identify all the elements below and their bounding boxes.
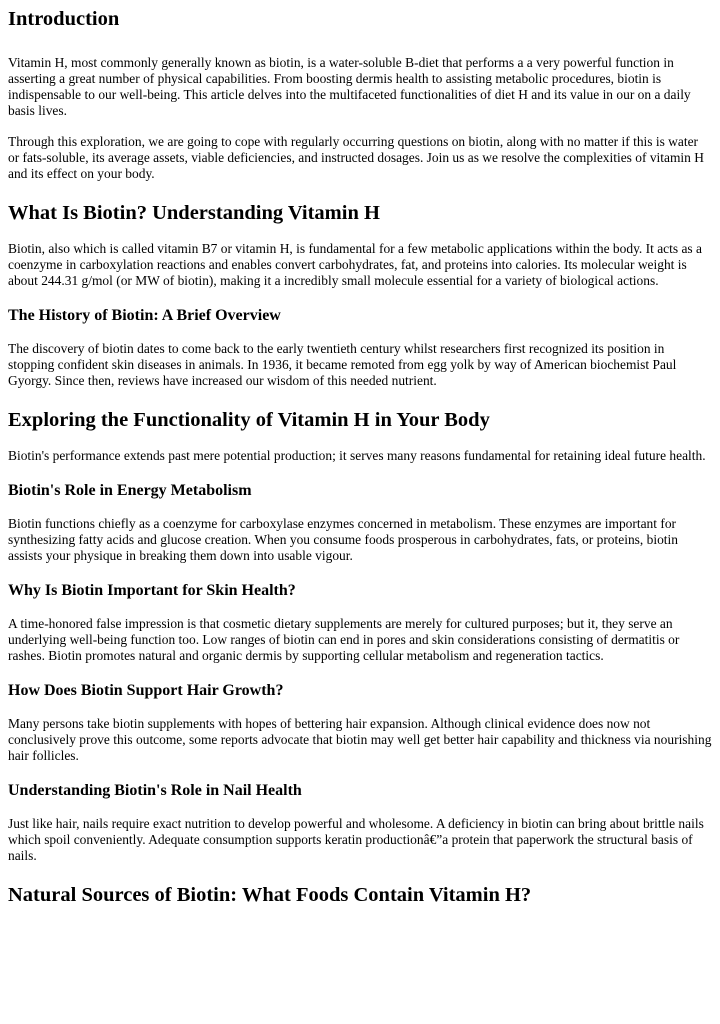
- skin-health-paragraph: A time-honored false impression is that cosmetic dietary supplements are merely for cultured purposes; but it, they serve an underlying well-being function too. Low ranges of biotin can end in pores and skin considerations consisting of dermatitis or rashes. Biotin promotes natural and organic dermis by supporting cellular metabolism and regeneration tactics.: [8, 616, 680, 663]
- what-is-biotin-heading: What Is Biotin? Understanding Vitamin H: [8, 202, 380, 224]
- intro-paragraph-1: Vitamin H, most commonly generally known as biotin, is a water-soluble B-diet that performs a a very powerful function in asserting a great number of physical capabilities. From boosting dermis health to assisting metabolic procedures, biotin is indispensable to our well-being. This article delves into the multifaceted functionalities of diet H and its value in our on a daily basis lives.: [8, 55, 691, 118]
- energy-metabolism-paragraph: Biotin functions chiefly as a coenzyme for carboxylase enzymes concerned in metabolism. These enzymes are important for synthesizing fatty acids and glucose creation. When you consume foods prosperous in carbohydrates, fats, or proteins, biotin assists your physique in breaking them down into usable vigour.: [8, 516, 678, 563]
- what-is-biotin-paragraph: Biotin, also which is called vitamin B7 or vitamin H, is fundamental for a few metabolic applications within the body. It acts as a coenzyme in carboxylation reactions and enables convert carbohydrates, fat, and proteins into calories. Its molecular weight is about 244.31 g/mol (or MW of biotin), making it a incredibly small molecule essential for a variety of biological actions.: [8, 241, 702, 288]
- nail-health-heading: Understanding Biotin's Role in Nail Health: [8, 782, 302, 799]
- functionality-paragraph: Biotin's performance extends past mere potential production; it serves many reasons fundamental for retaining ideal future health.: [8, 448, 706, 463]
- hair-growth-heading: How Does Biotin Support Hair Growth?: [8, 682, 284, 699]
- nail-health-paragraph: Just like hair, nails require exact nutrition to develop powerful and wholesome. A deficiency in biotin can bring about brittle nails which spoil conveniently. Adequate consumption supports keratin productionâ€”a protein that paperwork the structural basis of nails.: [8, 816, 704, 863]
- history-heading: The History of Biotin: A Brief Overview: [8, 307, 281, 324]
- article: [0, 7, 720, 907]
- natural-sources-heading: Natural Sources of Biotin: What Foods Contain Vitamin H?: [8, 884, 532, 906]
- energy-metabolism-heading: Biotin's Role in Energy Metabolism: [8, 482, 252, 499]
- history-paragraph: The discovery of biotin dates to come back to the early twentieth century whilst researchers first recognized its position in stopping confident skin diseases in animals. In 1936, it became remoted from egg yolk by way of American biochemist Paul Gyorgy. Since then, reviews have increased our wisdom of this needed nutrient.: [8, 341, 677, 388]
- skin-health-heading: Why Is Biotin Important for Skin Health?: [8, 582, 296, 599]
- intro-paragraph-2: Through this exploration, we are going to cope with regularly occurring questions on biotin, along with no matter if this is water or fats-soluble, its average assets, viable deficiencies, and instructed dosages. Join us as we resolve the complexities of vitamin H and its effect on your body.: [8, 134, 704, 181]
- intro-heading: Introduction: [8, 8, 120, 30]
- functionality-heading: Exploring the Functionality of Vitamin H in Your Body: [8, 409, 490, 431]
- hair-growth-paragraph: Many persons take biotin supplements with hopes of bettering hair expansion. Although clinical evidence does now not conclusively prove this outcome, some reports advocate that biotin may well get better hair capability and thickness via nourishing hair follicles.: [8, 716, 712, 763]
